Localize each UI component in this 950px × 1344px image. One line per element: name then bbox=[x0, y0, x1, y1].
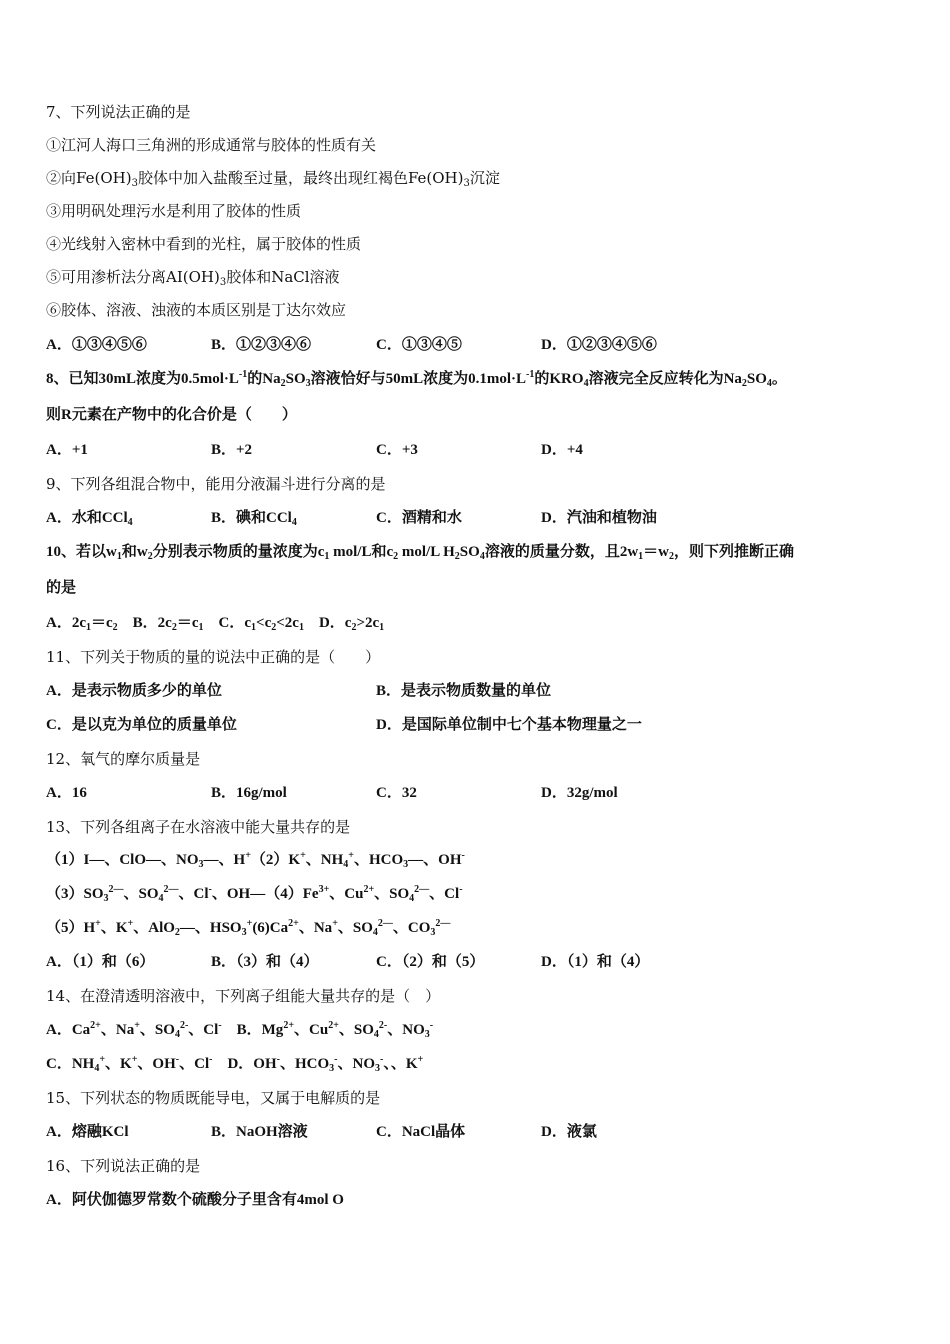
q9-options bbox=[46, 508, 906, 528]
q11-option-d: D．是国际单位制中七个基本物理量之一 bbox=[376, 717, 642, 733]
q7-option-c: C．①③④⑤ bbox=[376, 337, 462, 353]
q12-options bbox=[46, 783, 906, 803]
q7-options bbox=[46, 335, 906, 355]
q12-option-d: D．32g/mol bbox=[541, 785, 618, 801]
q7-statement-5: ⑤可用渗析法分离$AI(OH)_3$胶体和NaCl溶液 bbox=[46, 268, 340, 288]
q9-stem: 9、下列各组混合物中，能用分液漏斗进行分离的是 bbox=[46, 475, 386, 493]
q13-ion-groups-1-2: （1）I—、ClO—、$NO_3—$、H+（2）K+、$NH_4^+$、$HCO_3—$、OH- bbox=[46, 850, 465, 870]
q7-statement-2: ②向$Fe(OH)_3$胶体中加入盐酸至过量，最终出现红褐色$Fe(OH)_3$沉淀 bbox=[46, 169, 500, 189]
q13-option-c: C．（2）和（5） bbox=[376, 954, 485, 970]
q13-stem: 13、下列各组离子在水溶液中能大量共存的是 bbox=[46, 818, 351, 836]
q12-stem: 12、氧气的摩尔质量是 bbox=[46, 750, 201, 768]
q16-option-a: A．阿伏伽德罗常数个硫酸分子里含有4mol O bbox=[46, 1192, 344, 1208]
q14-stem: 14、在澄清透明溶液中，下列离子组能大量共存的是（ ） bbox=[46, 987, 441, 1005]
q10-stem-line-1: 10、若以$w_1$和$w_2$分别表示物质的量浓度为$c_1$ mol/L和$c_2$ mol/L $H_2SO_4$溶液的质量分数，且$2w_1=w_2$，则下列推断正确 bbox=[46, 544, 795, 562]
q7-stem: 7、下列说法正确的是 bbox=[46, 103, 191, 121]
q7-option-a: A．①③④⑤⑥ bbox=[46, 337, 147, 353]
q15-option-a: A．熔融KCl bbox=[46, 1124, 129, 1140]
q9-option-d: D．汽油和植物油 bbox=[541, 510, 657, 526]
q13-option-d: D．（1）和（4） bbox=[541, 954, 650, 970]
q7-statement-4: ④光线射入密林中看到的光柱，属于胶体的性质 bbox=[46, 235, 362, 253]
q8-option-a: A．+1 bbox=[46, 442, 88, 458]
q8-option-c: C．+3 bbox=[376, 442, 418, 458]
q11-stem: 11、下列关于物质的量的说法中正确的是（ ） bbox=[46, 648, 381, 666]
q13-option-b: B．（3）和（4） bbox=[211, 954, 319, 970]
q8-stem-line-2: 则R元素在产物中的化合价是（ ） bbox=[46, 407, 297, 423]
q8-option-b: B．+2 bbox=[211, 442, 253, 458]
q7-statement-3: ③用明矾处理污水是利用了胶体的性质 bbox=[46, 202, 302, 220]
q11-option-b: B．是表示物质数量的单位 bbox=[376, 683, 552, 699]
q7-statement-6: ⑥胶体、溶液、浊液的本质区别是丁达尔效应 bbox=[46, 301, 347, 319]
q8-stem-line-1: 8、已知30mL浓度为$0.5mol\cdot L^{-1}$的$Na_2SO_3$溶液恰好与50mL浓度为$0.1mol\cdot L^{-1}$的$KRO_4$溶液完全反应转化为$Na_2SO_4$。 bbox=[46, 369, 787, 389]
q9-option-c: C．酒精和水 bbox=[376, 510, 462, 526]
q13-option-a: A．（1）和（6） bbox=[46, 954, 155, 970]
q13-ion-groups-5-6: （5）H+、K+、AlO$_2$—、$HSO_3^+(6)Ca^{2+}$、Na+、$SO_4^{2—}$、$CO_3^{2—}$ bbox=[46, 918, 451, 938]
q15-options bbox=[46, 1122, 906, 1142]
q9-option-b: B．碘和CCl$_4$ bbox=[211, 510, 297, 528]
q7-statement-1: ①江河人海口三角洲的形成通常与胶体的性质有关 bbox=[46, 136, 377, 154]
q8-options bbox=[46, 440, 906, 460]
q12-option-b: B．16g/mol bbox=[211, 785, 287, 801]
q11-option-a: A．是表示物质多少的单位 bbox=[46, 683, 222, 699]
q14-options-row-2: C．$NH_4^+$、K+、OH-、Cl- D．OH-、$HCO_3^-$、$NO_3^-$、、K+ bbox=[46, 1054, 424, 1074]
q13-options bbox=[46, 952, 906, 972]
q14-options-row-1: A．$Ca^{2+}$、Na+、$SO_4^{2-}$、Cl- B．$Mg^{2+}$、$Cu^{2+}$、$SO_4^{2-}$、$NO_3^-$ bbox=[46, 1020, 434, 1040]
q15-option-c: C．NaCl晶体 bbox=[376, 1124, 466, 1140]
q12-option-c: C．32 bbox=[376, 785, 417, 801]
q8-option-d: D．+4 bbox=[541, 442, 583, 458]
q15-option-b: B．NaOH溶液 bbox=[211, 1124, 308, 1140]
q11-options-row-1 bbox=[46, 681, 906, 701]
q13-ion-groups-3-4: $(3)SO_3^{2—}$、$SO_4^{2—}$、Cl-、$OH—(4)Fe^{3+}$、$Cu^{2+}$、$SO_4^{2—}$、Cl- bbox=[46, 884, 463, 904]
q9-option-a: A．水和CCl$_4$ bbox=[46, 510, 133, 528]
q10-stem-line-2: 的是 bbox=[46, 580, 77, 596]
q12-option-a: A．16 bbox=[46, 785, 87, 801]
q11-options-row-2 bbox=[46, 715, 906, 735]
q16-stem: 16、下列说法正确的是 bbox=[46, 1157, 201, 1175]
q10-options: A．$2c_1=c_2$ B．$2c_2=c_1$ C．$c_1<c_2<2c_1$ D．$c_2>2c_1$ bbox=[46, 615, 385, 633]
q15-stem: 15、下列状态的物质既能导电，又属于电解质的是 bbox=[46, 1089, 381, 1107]
q15-option-d: D．液氯 bbox=[541, 1124, 597, 1140]
q7-option-d: D．①②③④⑤⑥ bbox=[541, 337, 657, 353]
q7-option-b: B．①②③④⑥ bbox=[211, 337, 312, 353]
q11-option-c: C．是以克为单位的质量单位 bbox=[46, 717, 237, 733]
